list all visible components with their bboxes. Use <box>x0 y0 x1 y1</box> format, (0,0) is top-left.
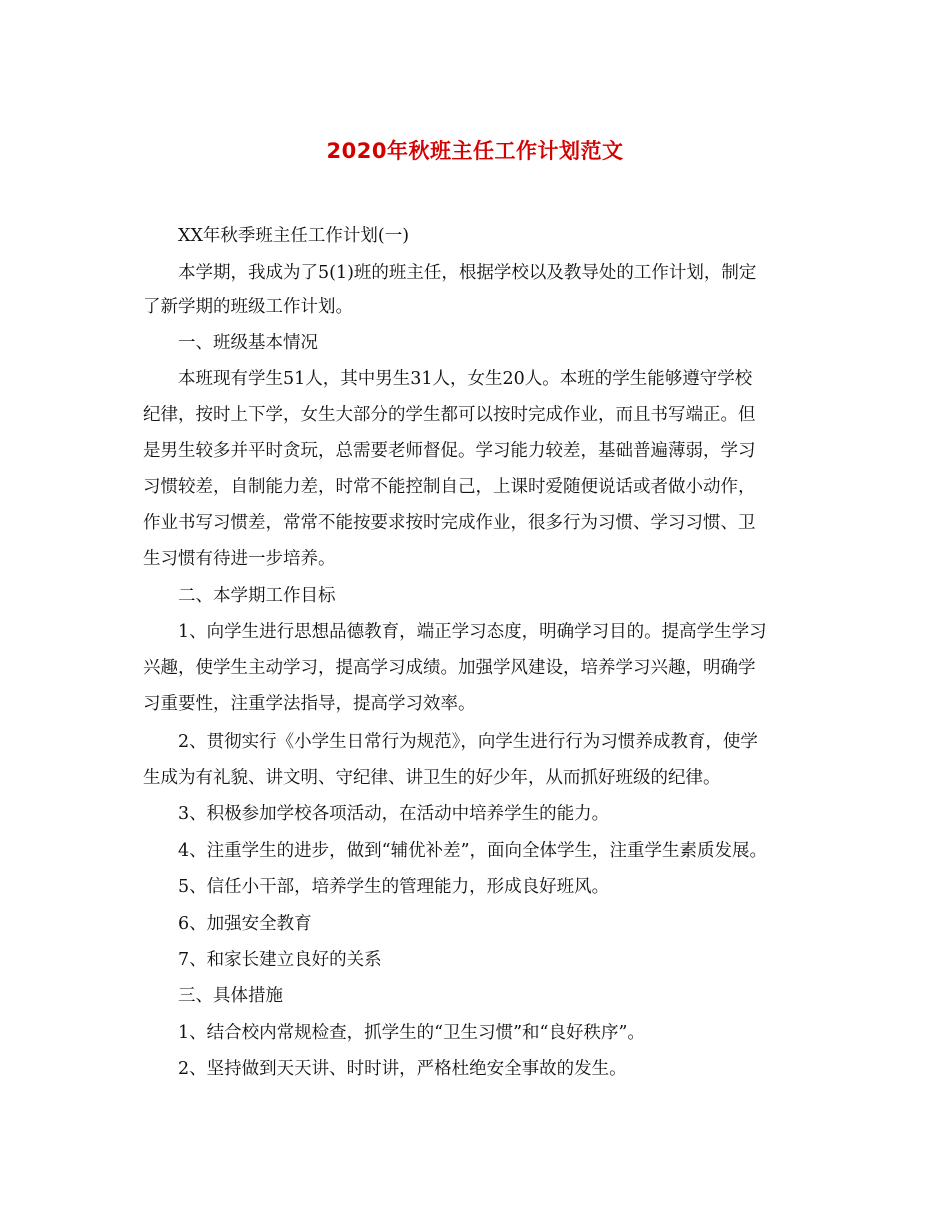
paragraph-line: 兴趣，使学生主动学习，提高学习成绩。加强学风建设，培养学习兴趣，明确学 <box>143 658 756 678</box>
paragraph-line: 作业书写习惯差，常常不能按要求按时完成作业，很多行为习惯、学习习惯、卫 <box>143 513 756 533</box>
list-item: 4、注重学生的进步，做到“辅优补差”，面向全体学生，注重学生素质发展。 <box>178 841 768 861</box>
section-heading: 一、班级基本情况 <box>178 333 318 353</box>
list-item: 7、和家长建立良好的关系 <box>178 950 382 970</box>
paragraph-line: 本班现有学生51人，其中男生31人，女生20人。本班的学生能够遵守学校 <box>178 369 753 389</box>
list-item: 2、坚持做到天天讲、时时讲，严格杜绝安全事故的发生。 <box>178 1059 627 1079</box>
paragraph-line: 生成为有礼貌、讲文明、守纪律、讲卫生的好少年，从而抓好班级的纪律。 <box>143 768 721 788</box>
section-heading: 二、本学期工作目标 <box>178 586 336 606</box>
list-item: 1、结合校内常规检查，抓学生的“卫生习惯”和“良好秩序”。 <box>178 1023 645 1043</box>
list-item: 6、加强安全教育 <box>178 914 312 934</box>
paragraph-line: 是男生较多并平时贪玩，总需要老师督促。学习能力较差，基础普遍薄弱，学习 <box>143 441 756 461</box>
section-heading: 三、具体措施 <box>178 986 283 1006</box>
document-title: 2020年秋班主任工作计划范文 <box>326 139 624 163</box>
list-item: 3、积极参加学校各项活动，在活动中培养学生的能力。 <box>178 804 610 824</box>
paragraph-line: 习惯较差，自制能力差，时常不能控制自己，上课时爱随便说话或者做小动作， <box>143 477 756 497</box>
paragraph-line: 2、贯彻实行《小学生日常行为规范》，向学生进行行为习惯养成教育，使学 <box>178 732 758 752</box>
paragraph-line: 纪律，按时上下学，女生大部分的学生都可以按时完成作业，而且书写端正。但 <box>143 405 756 425</box>
list-item: 5、信任小干部，培养学生的管理能力，形成良好班风。 <box>178 877 610 897</box>
paragraph-line: 习重要性，注重学法指导，提高学习效率。 <box>143 694 476 714</box>
paragraph-line: 1、向学生进行思想品德教育，端正学习态度，明确学习目的。提高学生学习 <box>178 622 767 642</box>
paragraph-line: 了新学期的班级工作计划。 <box>143 297 353 317</box>
subtitle-line: XX年秋季班主任工作计划(一) <box>178 226 410 246</box>
paragraph-line: 本学期，我成为了5(1)班的班主任，根据学校以及教导处的工作计划，制定 <box>178 263 757 283</box>
paragraph-line: 生习惯有待进一步培养。 <box>143 549 336 569</box>
